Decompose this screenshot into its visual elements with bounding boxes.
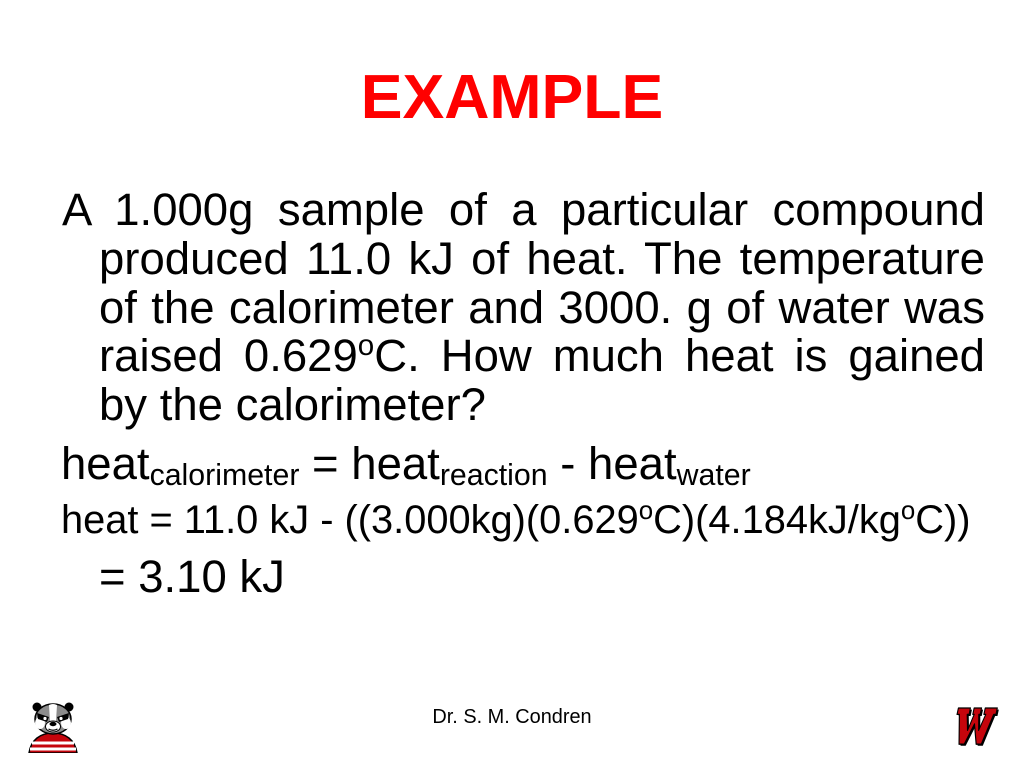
degree-superscript: o (357, 328, 375, 362)
slide-title: EXAMPLE (360, 62, 664, 132)
calculation-part-2: C)(4.184kJ/kg (653, 498, 901, 542)
heat-calculation (61, 498, 971, 542)
problem-statement (62, 186, 985, 430)
footer-author: Dr. S. M. Condren (432, 706, 592, 728)
reaction-subscript: reaction (439, 459, 548, 493)
degree-superscript: o (900, 496, 916, 525)
degree-superscript: o (638, 496, 654, 525)
water-subscript: water (676, 459, 751, 493)
badger-sweater (29, 733, 77, 753)
problem-text-after-degree: C. How much heat is gained by the calorimeter? (99, 330, 985, 430)
calculation-part-3: C)) (915, 498, 971, 542)
bucky-badger-logo (25, 700, 81, 753)
motion-w-logo (951, 705, 1001, 748)
heat-term-calorimeter: heat (61, 438, 150, 489)
badger-head (33, 703, 74, 735)
heat-term-reaction: = heat (299, 438, 440, 489)
calorimeter-subscript: calorimeter (149, 459, 300, 493)
calculation-result: = 3.10 kJ (99, 551, 285, 602)
calculation-part-1: heat = 11.0 kJ - ((3.000kg)(0.629 (61, 498, 639, 542)
heat-term-water: - heat (547, 438, 677, 489)
problem-text-before-degree: A 1.000g sample of a particular compound produced 11.0 kJ of heat. The temperature of the calorimeter and 3000. g of water was raised 0.629 (62, 184, 985, 382)
heat-balance-equation (61, 438, 751, 493)
